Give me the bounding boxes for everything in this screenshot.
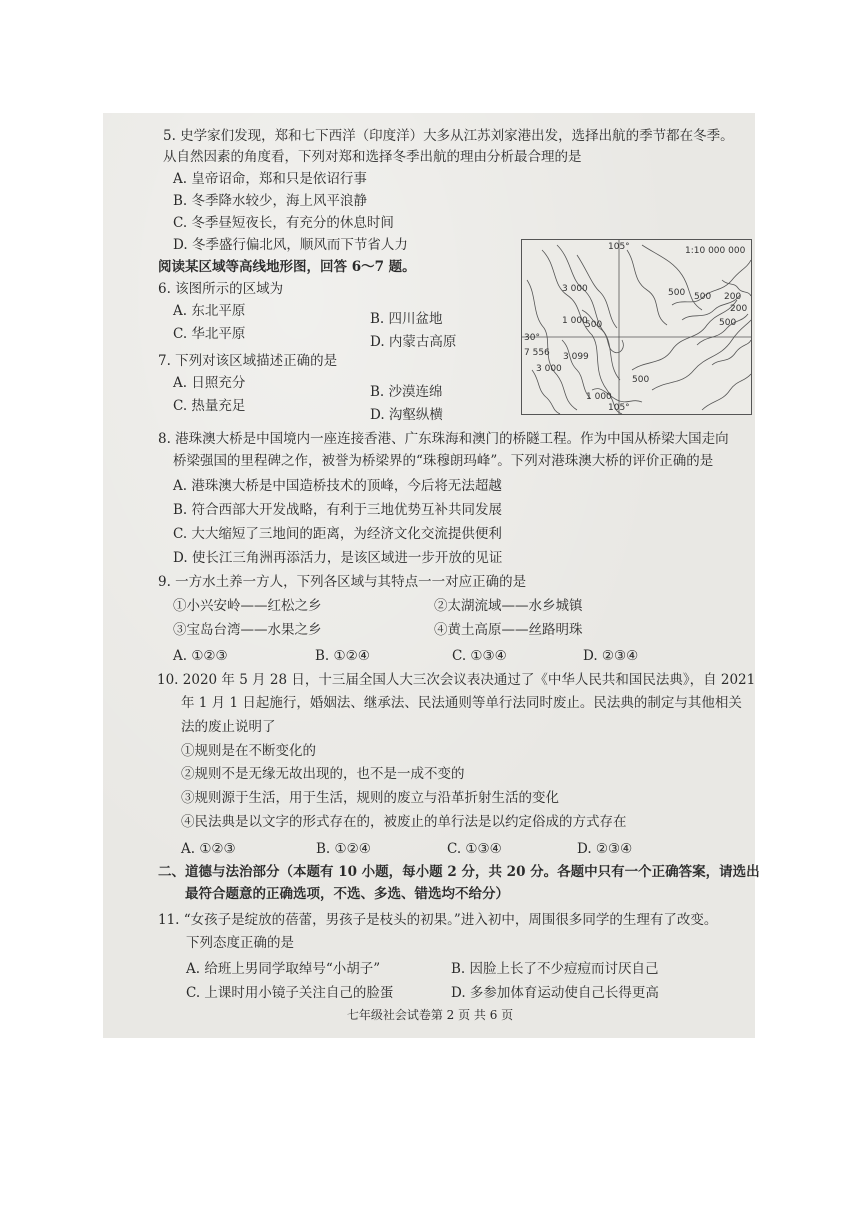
q9-option-b: B. ①②④ <box>315 648 370 664</box>
q10-stem-line2: 年 1 月 1 日起施行，婚姻法、继承法、民法通则等单行法同时废止。民法典的制定与其他相关 <box>181 695 742 711</box>
q7-option-b: B. 沙漠连绵 <box>370 384 443 400</box>
map-contour-label: 1 000 <box>586 392 612 402</box>
q8-stem-line1: 8. 港珠澳大桥是中国境内一座连接香港、广东珠海和澳门的桥隧工程。作为中国从桥梁大国走向 <box>158 431 729 447</box>
q6-7-intro: 阅读某区域等高线地形图，回答 6～7 题。 <box>158 259 416 275</box>
map-scale: 1:10 000 000 <box>685 246 746 256</box>
map-contour-label: 500 <box>694 292 712 302</box>
map-longitude-bottom: 105° <box>608 403 630 413</box>
q6-stem: 6. 该图所示的区域为 <box>158 281 284 297</box>
q7-option-d: D. 沟壑纵横 <box>370 407 443 423</box>
map-contour-label: 200 <box>730 304 748 314</box>
q9-option-a: A. ①②③ <box>173 648 228 664</box>
q11-option-b: B. 因脸上长了不少痘痘而讨厌自己 <box>451 961 659 977</box>
q10-item-4: ④民法典是以文字的形式存在的，被废止的单行法是以约定俗成的方式存在 <box>181 814 627 830</box>
q5-stem-line1: 5. 史学家们发现，郑和七下西洋（印度洋）大多从江苏刘家港出发，选择出航的季节都在冬季。 <box>163 128 734 144</box>
q10-item-2: ②规则不是无缘无故出现的，也不是一成不变的 <box>181 766 465 782</box>
q10-item-3: ③规则源于生活，用于生活，规则的废立与沿革折射生活的变化 <box>181 790 559 806</box>
map-contour-label: 500 <box>585 320 603 330</box>
q8-option-d: D. 使长江三角洲再添活力，是该区域进一步开放的见证 <box>173 550 503 566</box>
q10-option-d: D. ②③④ <box>577 841 633 857</box>
map-contour-label: 200 <box>724 292 742 302</box>
map-contour-label: 500 <box>632 375 650 385</box>
q8-option-b: B. 符合西部大开发战略，有利于三地优势互补共同发展 <box>173 502 503 518</box>
q9-item-3: ③宝岛台湾——水果之乡 <box>173 622 322 638</box>
q7-option-c: C. 热量充足 <box>173 398 246 414</box>
map-contour-label: 3 099 <box>563 352 589 362</box>
section-2-heading-line2: 最符合题意的正确选项，不选、多选、错选均不给分） <box>185 886 509 902</box>
q5-option-b: B. 冬季降水较少，海上风平浪静 <box>173 193 368 209</box>
q7-option-a: A. 日照充分 <box>173 375 246 391</box>
map-contour-label: 500 <box>719 318 737 328</box>
q9-option-d: D. ②③④ <box>583 648 639 664</box>
q6-option-c: C. 华北平原 <box>173 326 246 342</box>
q8-option-c: C. 大大缩短了三地间的距离，为经济文化交流提供便利 <box>173 526 502 542</box>
q11-stem-line1: 11. “女孩子是绽放的蓓蕾，男孩子是枝头的初果。”进入初中，周围很多同学的生理有了改变。 <box>158 912 718 928</box>
section-2-heading-line1: 二、道德与法治部分（本题有 10 小题，每小题 2 分，共 20 分。各题中只有一个正确答案，请选出 <box>158 864 760 880</box>
q5-option-a: A. 皇帝诏命，郑和只是依诏行事 <box>173 171 367 187</box>
q8-stem-line2: 桥梁强国的里程碑之作，被誉为桥梁界的“珠穆朗玛峰”。下列对港珠澳大桥的评价正确的是 <box>173 453 714 469</box>
q9-item-1: ①小兴安岭——红松之乡 <box>173 598 322 614</box>
q9-stem: 9. 一方水土养一方人，下列各区域与其特点一一对应正确的是 <box>158 574 527 590</box>
map-contour-label: 1 000 <box>562 316 588 326</box>
q11-option-a: A. 给班上男同学取绰号“小胡子” <box>186 961 381 977</box>
q10-stem-line3: 法的废止说明了 <box>181 719 276 735</box>
q10-option-c: C. ①③④ <box>447 841 502 857</box>
q5-stem-line2: 从自然因素的角度看，下列对郑和选择冬季出航的理由分析最合理的是 <box>163 149 582 165</box>
q11-option-d: D. 多参加体育运动使自己长得更高 <box>451 985 659 1001</box>
q9-option-c: C. ①③④ <box>452 648 507 664</box>
q6-option-d: D. 内蒙古高原 <box>370 334 457 350</box>
q8-option-a: A. 港珠澳大桥是中国造桥技术的顶峰，今后将无法超越 <box>173 478 502 494</box>
q10-option-b: B. ①②④ <box>316 841 371 857</box>
map-peak-elevation: 7 556 <box>524 348 550 358</box>
map-contour-label: 3 000 <box>536 364 562 374</box>
page-footer: 七年级社会试卷第 2 页 共 6 页 <box>346 1008 514 1022</box>
q11-option-c: C. 上课时用小镜子关注自己的脸蛋 <box>186 985 394 1001</box>
map-longitude-top: 105° <box>608 242 630 252</box>
contour-map <box>521 239 752 415</box>
q10-option-a: A. ①②③ <box>181 841 236 857</box>
q7-stem: 7. 下列对该区域描述正确的是 <box>158 353 338 369</box>
map-latitude: 30° <box>524 333 540 343</box>
q9-item-4: ④黄土高原——丝路明珠 <box>434 622 583 638</box>
q5-option-c: C. 冬季昼短夜长，有充分的休息时间 <box>173 215 394 231</box>
contour-lines <box>522 240 751 414</box>
map-contour-label: 500 <box>668 288 686 298</box>
q10-stem-line1: 10. 2020 年 5 月 28 日，十三届全国人大三次会议表决通过了《中华人民共和国民法典》，自 2021 <box>157 672 756 688</box>
q9-item-2: ②太湖流域——水乡城镇 <box>434 598 583 614</box>
q10-item-1: ①规则是在不断变化的 <box>181 743 316 759</box>
q5-option-d: D. 冬季盛行偏北风，顺风而下节省人力 <box>173 237 408 253</box>
q6-option-a: A. 东北平原 <box>173 303 246 319</box>
q6-option-b: B. 四川盆地 <box>370 311 443 327</box>
q11-stem-line2: 下列态度正确的是 <box>186 935 294 951</box>
map-contour-label: 3 000 <box>562 284 588 294</box>
